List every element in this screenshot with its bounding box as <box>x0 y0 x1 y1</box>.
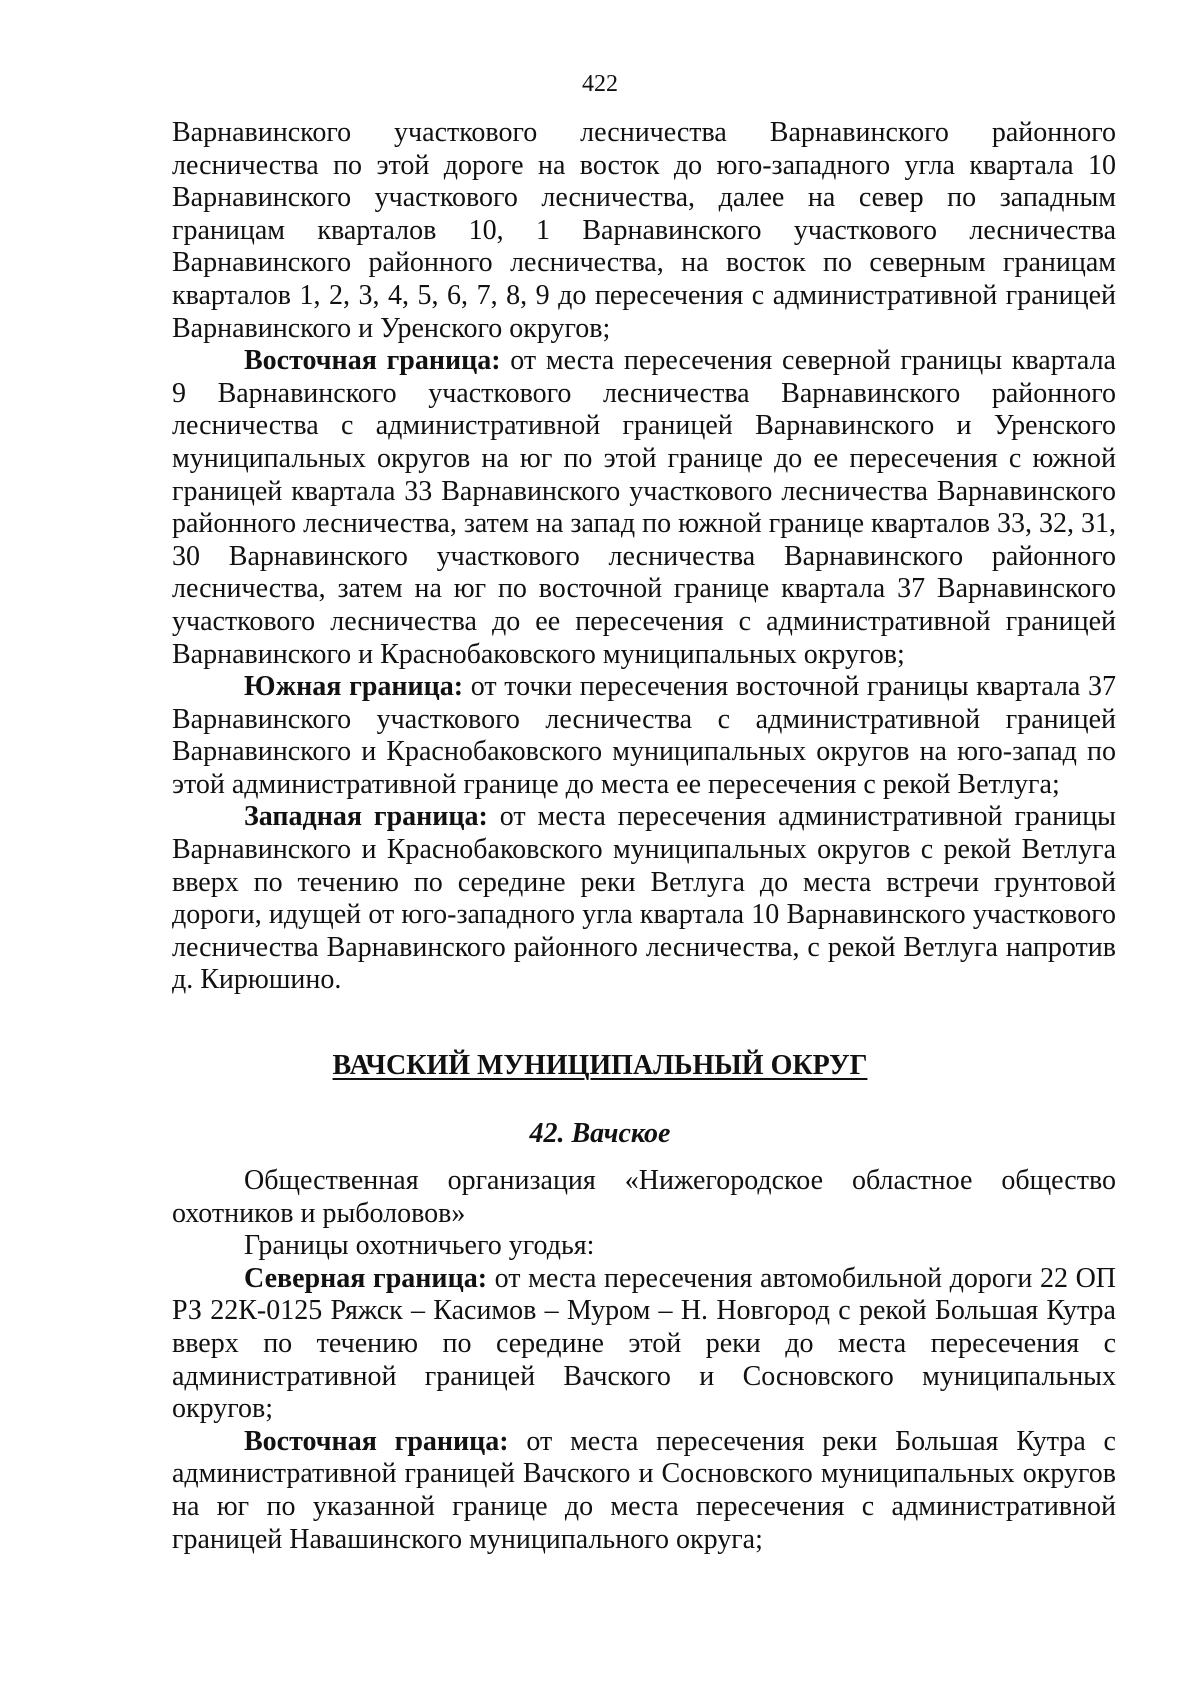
east-boundary-text-2: от места пересечения реки Большая Кутра с административной границей Вачского и Сосновского муниципальных округов на юг по указанной границе до места пересечения с административной границей Навашинского муниципального округа; <box>172 1425 1116 1555</box>
north-boundary-label: Северная граница: <box>244 1262 488 1294</box>
paragraph-continuation: Варнавинского участкового лесничества Варнавинского районного лесничества по этой дороге на восток до юго-западного угла квартала 10 Варнавинского участкового лесничества, далее на север по западным границам кварталов 10, 1 Варнавинского участкового лесничества Варнавинского районного лесничества, на восток по северным границам кварталов 1, 2, 3, 4, 5, 6, 7, 8, 9 до пересечения с административной границей Варнавинского и Уренского округов; <box>172 117 1116 344</box>
east-boundary-text: от места пересечения северной границы квартала 9 Варнавинского участкового лесничества Варнавинского районного лесничества с административной границей Варнавинского и Уренского муниципальных округов на юг по этой границе до ее пересечения с южной границей квартала 33 Варнавинского участкового лесничества Варнавинского районного лесничества, затем на запад по южной границе кварталов 33, 32, 31, 30 Варнавинского участкового лесничества Варнавинского районного лесничества, затем на юг по восточной границе квартала 37 Варнавинского участкового лесничества до ее пересечения с административной границей Варнавинского и Краснобаковского муниципальных округов; <box>172 345 1116 670</box>
north-boundary-text: от места пересечения автомобильной дороги 22 ОП РЗ 22К-0125 Ряжск – Касимов – Муром – Н. Новгород с рекой Большая Кутра вверх по течению по середине этой реки до места пересечения с административной границей Вачского и Сосновского муниципальных округов; <box>172 1262 1117 1425</box>
paragraph-east-boundary <box>172 345 1116 671</box>
paragraph-bounds-heading: Границы охотничьего угодья: <box>244 1230 595 1262</box>
west-boundary-label: Западная граница: <box>244 801 488 833</box>
paragraph-organization: Общественная организация «Нижегородское областное общество охотников и рыболовов» <box>172 1165 1116 1229</box>
bottom-text-block <box>172 1165 1116 1556</box>
east-boundary-label-2: Восточная граница: <box>244 1425 509 1457</box>
top-text-block <box>172 117 1116 997</box>
west-boundary-text: от места пересечения административной границы Варнавинского и Краснобаковского муниципальных округов с рекой Ветлуга вверх по течению по середине реки Ветлуга до места встречи грунтовой дороги, идущей от юго-западного угла квартала 10 Варнавинского участкового лесничества Варнавинского районного лесничества, с рекой Ветлуга напротив д. Кирюшино. <box>172 801 1116 996</box>
paragraph-south-boundary <box>172 671 1116 801</box>
south-boundary-label: Южная граница: <box>244 671 464 703</box>
paragraph-north-boundary <box>172 1263 1116 1426</box>
paragraph-west-boundary <box>172 801 1116 997</box>
page-number: 422 <box>582 71 618 97</box>
east-boundary-label: Восточная граница: <box>244 345 501 377</box>
paragraph-east-boundary-2 <box>172 1426 1116 1556</box>
section-title: ВАЧСКИЙ МУНИЦИПАЛЬНЫЙ ОКРУГ <box>332 1050 868 1081</box>
south-boundary-text: от точки пересечения восточной границы квартала 37 Варнавинского участкового лесничества с административной границей Варнавинского и Краснобаковского муниципальных округов на юго-запад по этой административной границе до места ее пересечения с рекой Ветлуга; <box>172 671 1116 800</box>
subsection-title: 42. Вачское <box>529 1118 671 1149</box>
